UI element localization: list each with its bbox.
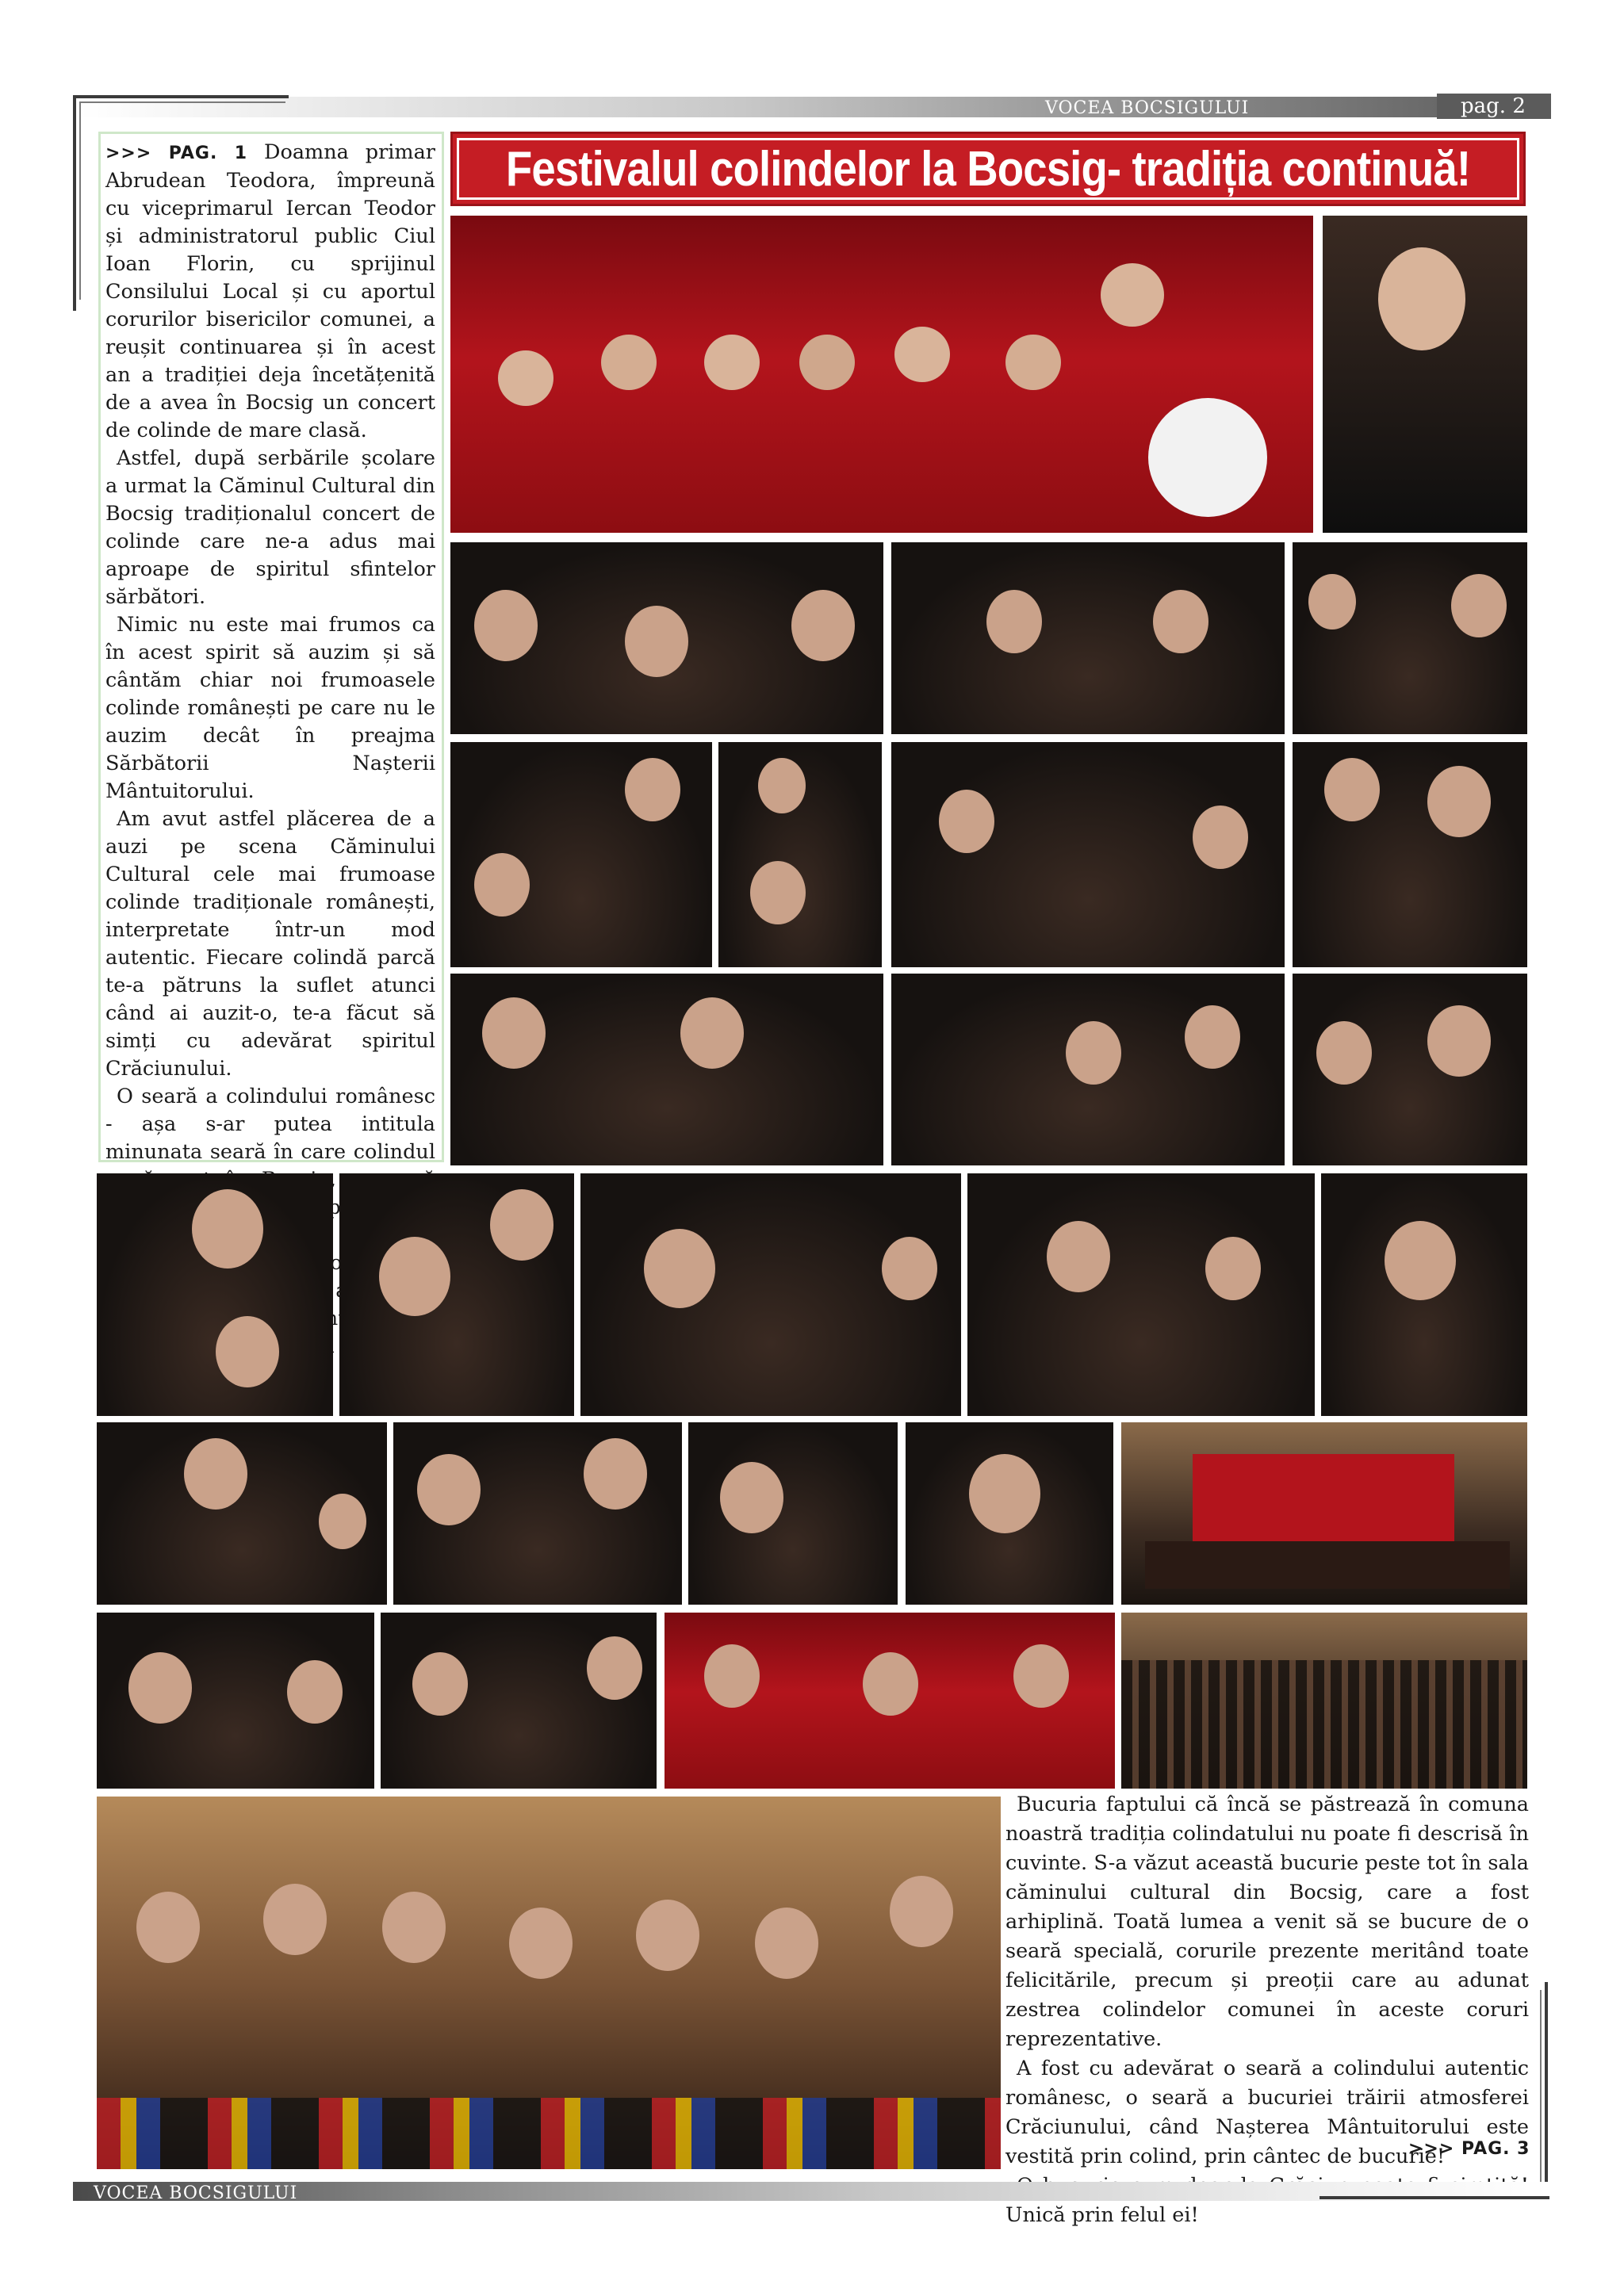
photo-elder-traditional bbox=[1321, 1173, 1527, 1416]
photo-audience bbox=[450, 542, 883, 734]
photo-audience bbox=[891, 974, 1285, 1165]
photo-girl-audience bbox=[339, 1173, 574, 1416]
photo-couple bbox=[1293, 742, 1527, 967]
photo-audience bbox=[688, 1422, 898, 1605]
photo-audience bbox=[891, 542, 1285, 734]
footer-publication-name: VOCEA BOCSIGULUI bbox=[94, 2183, 298, 2203]
article-paragraph: Nimic nu este mai frumos ca în acest spirit să auzim și să cântăm chiar noi frumoasele colinde românești pe care nu le auzim decât în preajma Sărbătorii Nașterii Mântuitorului. bbox=[105, 613, 435, 803]
photo-audience bbox=[393, 1422, 682, 1605]
corner-bracket bbox=[73, 95, 76, 311]
photo-audience bbox=[97, 1422, 387, 1605]
corner-bracket bbox=[1320, 2196, 1549, 2199]
article-paragraph: Bucuria faptului că încă se păstrează în comuna noastră tradiția colindatului nu poate fi descrisă în cuvinte. S-a văzut această bucurie peste tot în sala căminului cultural din Bocsig, care a fost arhiplină. Toată lumea a venit să se bucure de o seară specială, corurile prezente meritând toate felicitările, precum și preoții care au adunat zestrea colindelor comunei în aceste coruri reprezentative. bbox=[1005, 1793, 1529, 2051]
header-rule bbox=[79, 97, 1551, 117]
corner-bracket-inner bbox=[1540, 1990, 1542, 2193]
photo-audience bbox=[381, 1613, 657, 1789]
photo-group-traditional-costumes bbox=[97, 1797, 1001, 2169]
article-paragraph: Unică prin felul ei! bbox=[1005, 2203, 1199, 2227]
continued-to-ref[interactable]: >>> PAG. 3 bbox=[1408, 2139, 1530, 2159]
photo-young-couple bbox=[1293, 974, 1527, 1165]
photo-audience bbox=[450, 742, 712, 967]
article-paragraph: A fost cu adevărat o seară a colindului autentic românesc, o seară a bucuriei trăirii atmosferei Crăciunului, când Nașterea Mântuitorului este vestită prin colind, prin cântec de bucurie! bbox=[1005, 2057, 1529, 2168]
photo-audience bbox=[97, 1613, 374, 1789]
photo-choir-singers bbox=[665, 1613, 1115, 1789]
corner-bracket bbox=[1545, 1982, 1548, 2198]
article-title: Festivalul colindelor la Bocsig- tradiția continuă! bbox=[505, 141, 1471, 197]
photo-audience bbox=[1293, 542, 1527, 734]
photo-children-audience bbox=[891, 742, 1285, 967]
photo-audience bbox=[906, 1422, 1113, 1605]
photo-audience bbox=[718, 742, 882, 967]
article-paragraph: Am avut astfel plăcerea de a auzi pe scena Căminului Cultural cele mai frumoase colinde tradiționale românești, interpretate într-un mod autentic. Fiecare colindă parcă te-a pătruns la suflet atunci când ai auzit-o, te-a făcut să simți cu adevărat spiritul Crăciunului. bbox=[105, 807, 435, 1081]
continued-from-ref[interactable]: >>> PAG. 1 bbox=[105, 144, 248, 163]
corner-bracket-inner bbox=[79, 101, 81, 300]
corner-bracket-inner bbox=[79, 101, 285, 103]
article-column-right bbox=[1005, 1790, 1529, 2230]
photo-elders-audience bbox=[450, 974, 883, 1165]
photo-choir-stage bbox=[450, 216, 1313, 533]
article-column-left bbox=[98, 132, 444, 1275]
photo-young-man-tricolor bbox=[1323, 216, 1527, 533]
photo-audience bbox=[967, 1173, 1315, 1416]
article-paragraph: O seară a colindului românesc - așa s-ar putea intitula minunata seară în care colindul cor bbox=[105, 1085, 435, 1275]
article-paragraph: Astfel, după serbările școlare a urmat la Căminul Cultural din Bocsig tradiționalul concert de colinde care ne-a adus mai aproape de spiritul sfintelor sărbători. bbox=[105, 446, 435, 609]
corner-bracket bbox=[73, 95, 289, 98]
header-publication-name: VOCEA BOCSIGULUI bbox=[1045, 98, 1250, 118]
photo-full-hall bbox=[1121, 1613, 1527, 1789]
photo-stage-wide bbox=[1121, 1422, 1527, 1605]
photo-man-with-child bbox=[97, 1173, 333, 1416]
article-title-banner bbox=[450, 132, 1526, 206]
page-number: pag. 2 bbox=[1437, 94, 1551, 119]
photo-elders-audience bbox=[580, 1173, 961, 1416]
article-intro: Doamna primar Abrudean Teodora, împreună cu viceprimarul Iercan Teodor și administratorul public Ciul Ioan Florin, cu sprijinul Consilului Local și cu aportul corurilor bisericilor comunei, a reușit continuarea și în acest an a tradiției deja încetățenită de a avea în Bocsig un concert de colinde de mare clasă. bbox=[105, 140, 435, 442]
